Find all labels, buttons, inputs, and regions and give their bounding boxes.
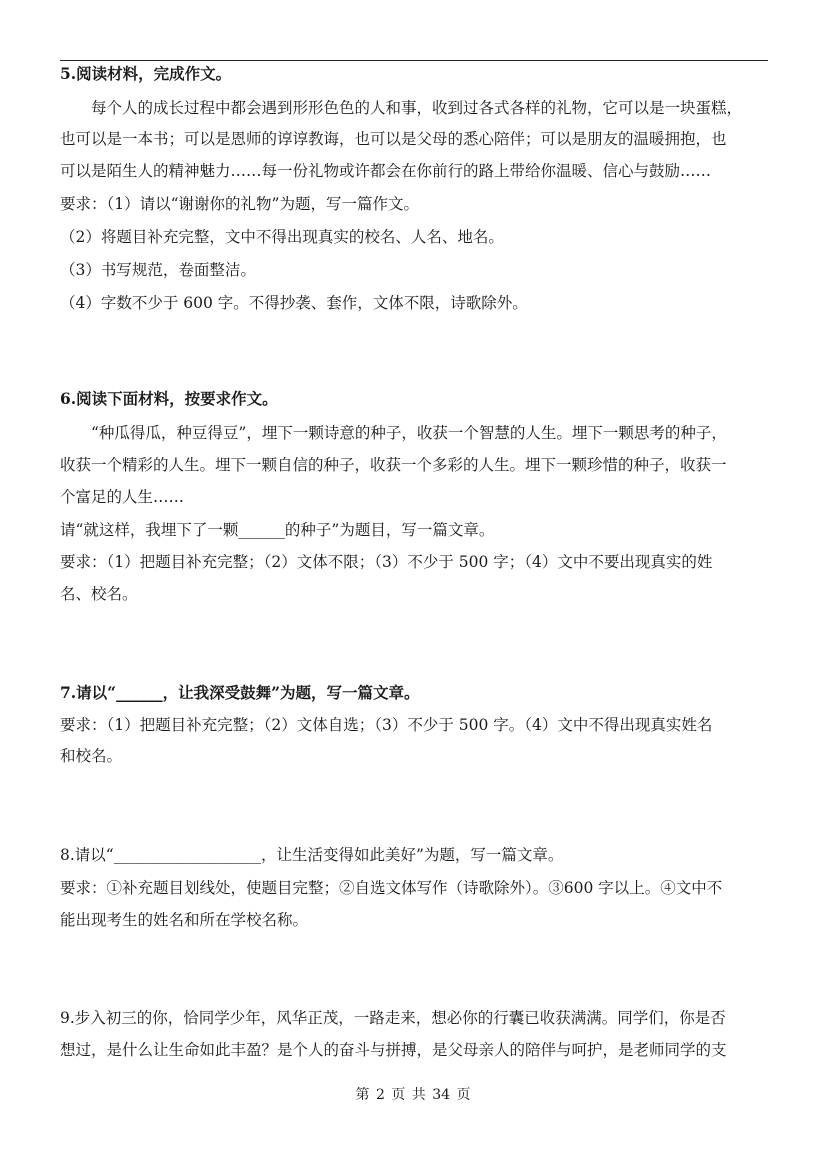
question-6-line: 收获一个精彩的人生。埋下一颗自信的种子，收获一个多彩的人生。埋下一颗珍惜的种子，收获一 (60, 456, 727, 474)
page-number-footer: 第 2 页 共 34 页 (355, 1087, 471, 1103)
question-9-line: 想过，是什么让生命如此丰盈？是个人的奋斗与拼搏，是父母亲人的陪伴与呵护，是老师同学的支 (60, 1041, 727, 1059)
question-7-requirement: 要求：（1）把题目补充完整；（2）文体自选；（3）不少于 500 字。（4）文中不得出现真实姓名 (60, 716, 713, 734)
question-6-line: 个富足的人生…… (60, 488, 185, 506)
question-8-title: 8.请以“___________________，让生活变得如此美好”为题，写一篇文章。 (60, 846, 564, 864)
question-5-requirement: （2）将题目补充完整，文中不得出现真实的校名、人名、地名。 (60, 228, 504, 246)
question-5-requirement: （4）字数不少于 600 字。不得抄袭、套作，文体不限，诗歌除外。 (60, 294, 528, 312)
question-5-line: 每个人的成长过程中都会遇到形形色色的人和事，收到过各式各样的礼物，它可以是一块蛋糕， (91, 99, 743, 117)
question-8-requirement: 要求：①补充题目划线处，使题目完整；②自选文体写作（诗歌除外）。③600 字以上。④文中不 (60, 879, 723, 897)
question-5-requirement: 要求：（1）请以“谢谢你的礼物”为题，写一篇作文。 (60, 195, 419, 213)
question-7-title: 7.请以“______，让我深受鼓舞”为题，写一篇文章。 (60, 683, 420, 702)
question-6-requirement: 名、校名。 (60, 585, 138, 603)
question-5-line: 可以是陌生人的精神魅力……每一份礼物或许都会在你前行的路上带给你温暖、信心与鼓励…… (60, 162, 712, 180)
question-5-line: 也可以是一本书；可以是恩师的谆谆教诲，也可以是父母的悉心陪伴；可以是朋友的温暖拥抱，也 (60, 130, 727, 148)
question-6-line: 请“就这样，我埋下了一颗______的种子”为题目，写一篇文章。 (60, 521, 495, 539)
question-6-requirement: 要求：（1）把题目补充完整；（2）文体不限；（3）不少于 500 字；（4）文中不要出现真实的姓 (60, 553, 713, 571)
question-6-title: 6.阅读下面材料，按要求作文。 (60, 389, 278, 408)
question-5-title: 5.阅读材料，完成作文。 (60, 64, 232, 83)
question-9-line: 9.步入初三的你，恰同学少年，风华正茂，一路走来，想必你的行囊已收获满满。同学们，你是否 (60, 1009, 726, 1027)
question-6-line: “种瓜得瓜，种豆得豆”，埋下一颗诗意的种子，收获一个智慧的人生。埋下一颗思考的种子， (91, 424, 727, 442)
header-rule (60, 60, 768, 61)
question-5-requirement: （3）书写规范，卷面整洁。 (60, 261, 256, 279)
question-8-requirement: 能出现考生的姓名和所在学校名称。 (60, 911, 309, 929)
question-7-requirement: 和校名。 (60, 747, 123, 765)
